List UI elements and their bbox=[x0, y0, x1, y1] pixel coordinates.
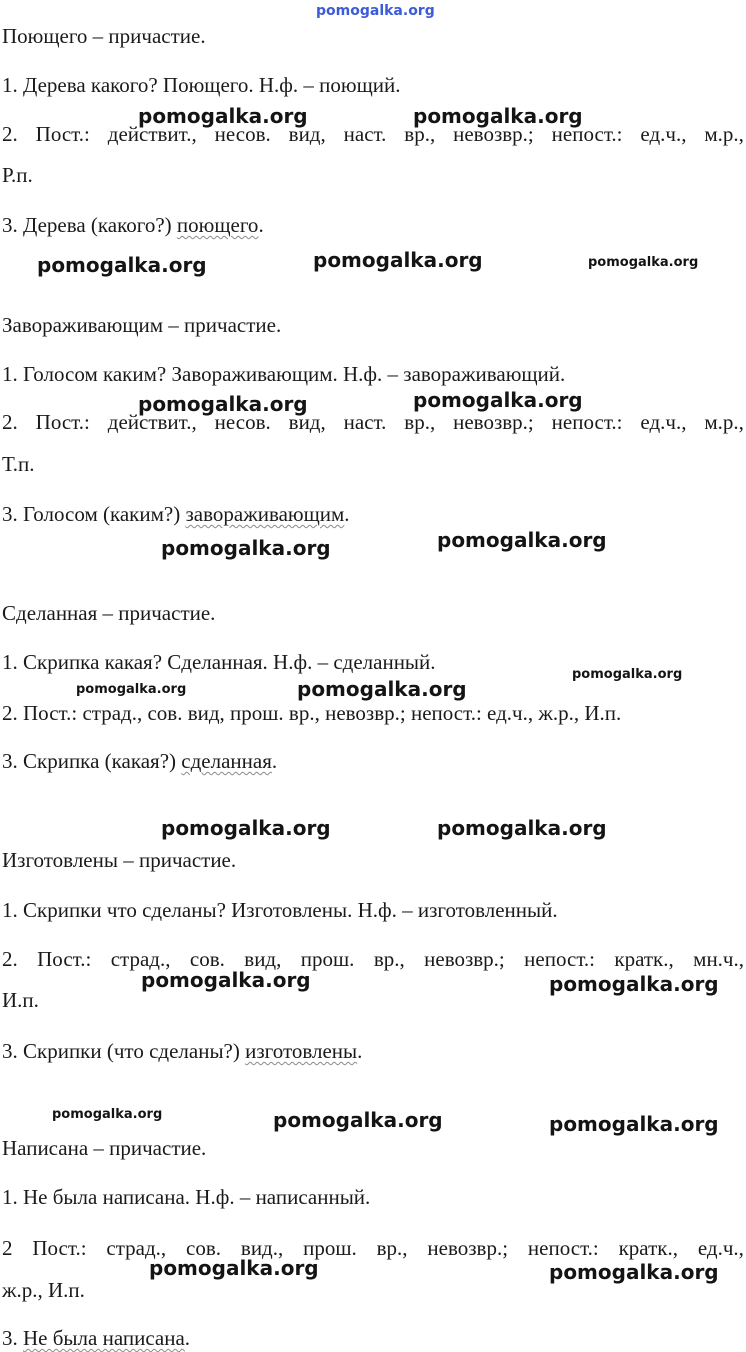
watermark: pomogalka.org bbox=[52, 1107, 163, 1122]
section-4-item-2 bbox=[2, 947, 744, 971]
word: непост.: bbox=[524, 947, 595, 971]
section-5-heading: Написана – причастие. bbox=[2, 1136, 207, 1160]
word: вр., bbox=[373, 947, 405, 971]
watermark: pomogalka.org bbox=[549, 972, 719, 996]
item-3-suffix: . bbox=[271, 749, 278, 773]
item-3-prefix: 3. Скрипки (что сделаны?) bbox=[2, 1039, 246, 1063]
word: вид., bbox=[240, 1236, 284, 1260]
watermark: pomogalka.org bbox=[588, 255, 699, 270]
watermark: pomogalka.org bbox=[138, 104, 308, 128]
word: несов. bbox=[214, 410, 271, 434]
section-5-item-1: 1. Не была написана. Н.ф. – написанный. bbox=[2, 1185, 371, 1209]
section-3-heading: Сделанная – причастие. bbox=[2, 601, 216, 625]
word: непост.: bbox=[551, 410, 623, 434]
word: ед.ч., bbox=[640, 410, 687, 434]
section-4-item-1: 1. Скрипки что сделаны? Изготовлены. Н.ф. – изготовленный. bbox=[2, 898, 558, 922]
word: ед.ч., bbox=[640, 122, 687, 146]
word: 2. bbox=[2, 410, 18, 434]
word: страд., bbox=[110, 947, 171, 971]
section-2-item-1: 1. Голосом каким? Завораживающим. Н.ф. – завораживающий. bbox=[2, 362, 566, 386]
watermark: pomogalka.org bbox=[572, 667, 683, 682]
word: сов. bbox=[189, 947, 225, 971]
watermark: pomogalka.org bbox=[437, 816, 607, 840]
section-3-item-3 bbox=[2, 749, 277, 773]
watermark: pomogalka.org bbox=[437, 528, 607, 552]
watermark: pomogalka.org bbox=[549, 1112, 719, 1136]
word: м.р., bbox=[704, 410, 744, 434]
word: вр., bbox=[404, 410, 436, 434]
word: прош. bbox=[300, 947, 355, 971]
section-2-heading: Завораживающим – причастие. bbox=[2, 313, 282, 337]
watermark: pomogalka.org bbox=[413, 388, 583, 412]
watermark: pomogalka.org bbox=[297, 677, 467, 701]
watermark: pomogalka.org bbox=[141, 968, 311, 992]
watermark: pomogalka.org bbox=[149, 1256, 319, 1280]
section-5-item-3 bbox=[2, 1326, 190, 1350]
watermark: pomogalka.org bbox=[161, 816, 331, 840]
word: действит., bbox=[107, 410, 197, 434]
word: непост.: bbox=[551, 122, 623, 146]
section-2-item-2-cont: Т.п. bbox=[2, 452, 35, 476]
section-5-item-2-cont: ж.р., И.п. bbox=[2, 1278, 85, 1302]
word: страд., bbox=[106, 1236, 167, 1260]
word: сов. bbox=[186, 1236, 222, 1260]
item-3-prefix: 3. Дерева (какого?) bbox=[2, 213, 177, 237]
word: Пост.: bbox=[37, 947, 92, 971]
item-3-prefix: 3. bbox=[2, 1326, 23, 1350]
section-4-item-3 bbox=[2, 1039, 362, 1063]
section-1-item-2-cont: Р.п. bbox=[2, 163, 33, 187]
section-4-heading: Изготовлены – причастие. bbox=[2, 848, 237, 872]
word: несов. bbox=[214, 122, 271, 146]
section-3-item-1: 1. Скрипка какая? Сделанная. Н.ф. – сделанный. bbox=[2, 650, 436, 674]
section-1-item-1: 1. Дерева какого? Поющего. Н.ф. – поющий. bbox=[2, 73, 401, 97]
watermark: pomogalka.org bbox=[273, 1108, 443, 1132]
word: кратк., bbox=[614, 947, 674, 971]
underlined-word: изготовлены bbox=[245, 1039, 358, 1063]
word: 2. bbox=[2, 122, 18, 146]
word: мн.ч., bbox=[693, 947, 744, 971]
watermark: pomogalka.org bbox=[37, 253, 207, 277]
item-3-suffix: . bbox=[344, 502, 350, 526]
underlined-word: сделанная bbox=[181, 749, 272, 773]
item-3-suffix: . bbox=[357, 1039, 363, 1063]
word: м.р., bbox=[704, 122, 744, 146]
word: прош. bbox=[303, 1236, 357, 1260]
underlined-word: поющего bbox=[176, 213, 259, 237]
word: действит., bbox=[107, 122, 197, 146]
word: невозвр.; bbox=[424, 947, 505, 971]
item-3-prefix: 3. Скрипка (какая?) bbox=[2, 749, 182, 773]
word: 2. bbox=[2, 947, 18, 971]
word: 2 bbox=[2, 1236, 13, 1260]
word: наст. bbox=[343, 122, 387, 146]
word: невозвр.; bbox=[427, 1236, 509, 1260]
word: Пост.: bbox=[35, 410, 90, 434]
watermark: pomogalka.org bbox=[313, 248, 483, 272]
underlined-word: завораживающим bbox=[185, 502, 345, 526]
word: вр., bbox=[376, 1236, 408, 1260]
item-3-prefix: 3. Голосом (каким?) bbox=[2, 502, 186, 526]
section-1-item-2 bbox=[2, 122, 744, 146]
underlined-word: Не была написана bbox=[23, 1326, 185, 1350]
word: невозвр.; bbox=[453, 122, 534, 146]
word: кратк., bbox=[618, 1236, 678, 1260]
word: вид, bbox=[288, 122, 326, 146]
word: невозвр.; bbox=[453, 410, 534, 434]
section-1-item-3 bbox=[2, 213, 264, 237]
item-3-suffix: . bbox=[258, 213, 264, 237]
section-2-item-2 bbox=[2, 410, 744, 434]
word: Пост.: bbox=[35, 122, 90, 146]
item-3-suffix: . bbox=[184, 1326, 191, 1350]
word: наст. bbox=[343, 410, 387, 434]
section-1-heading: Поющего – причастие. bbox=[2, 24, 206, 48]
word: Пост.: bbox=[32, 1236, 87, 1260]
word: ед.ч., bbox=[697, 1236, 744, 1260]
word: вид, bbox=[244, 947, 282, 971]
watermark: pomogalka.org bbox=[76, 682, 187, 697]
section-4-item-2-cont: И.п. bbox=[2, 988, 39, 1012]
watermark: pomogalka.org bbox=[161, 536, 331, 560]
section-5-item-2 bbox=[2, 1236, 744, 1260]
watermark: pomogalka.org bbox=[549, 1260, 719, 1284]
word: непост.: bbox=[527, 1236, 599, 1260]
word: вр., bbox=[404, 122, 436, 146]
watermark-top: pomogalka.org bbox=[316, 3, 435, 19]
watermark: pomogalka.org bbox=[138, 392, 308, 416]
watermark: pomogalka.org bbox=[413, 104, 583, 128]
section-2-item-3 bbox=[2, 502, 350, 526]
word: вид, bbox=[288, 410, 326, 434]
section-3-item-2: 2. Пост.: страд., сов. вид, прош. вр., невозвр.; непост.: ед.ч., ж.р., И.п. bbox=[2, 701, 622, 725]
